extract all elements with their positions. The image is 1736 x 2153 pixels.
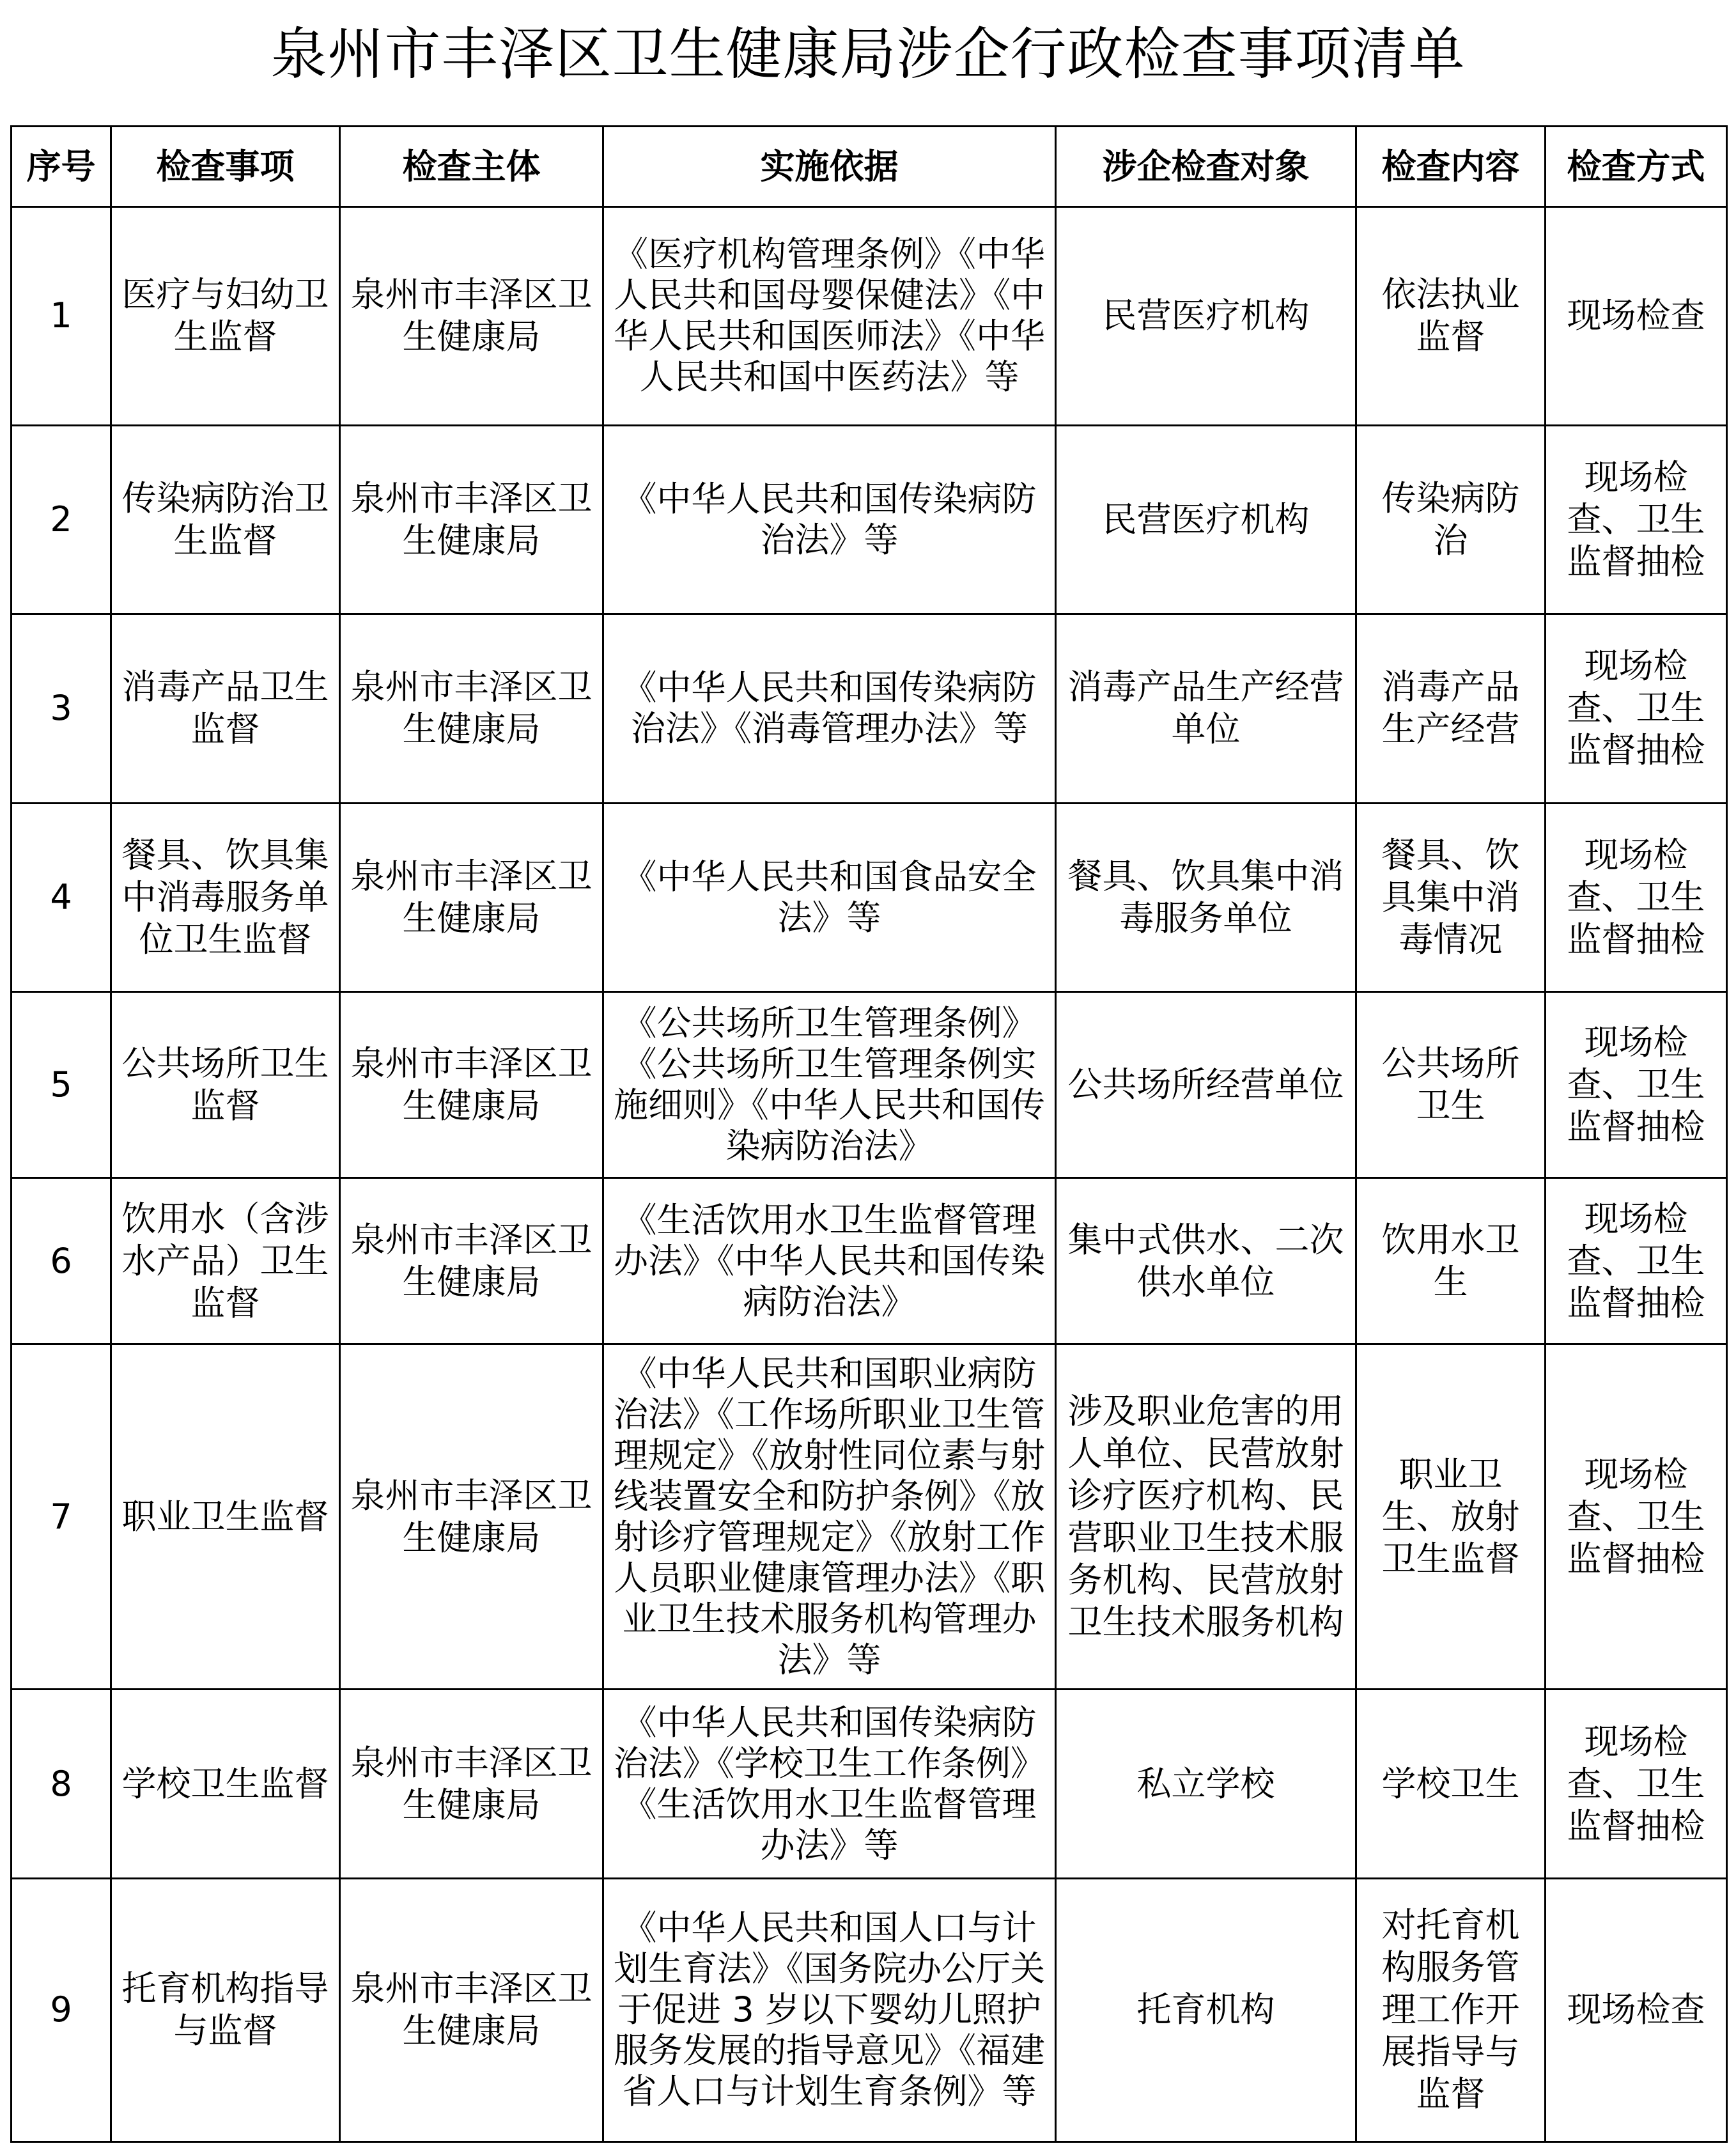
row-method: 现场检查	[1546, 207, 1727, 426]
row-target: 托育机构	[1056, 1878, 1356, 2141]
row-no: 1	[12, 207, 111, 426]
header-item: 检查事项	[111, 127, 340, 207]
header-no: 序号	[12, 127, 111, 207]
row-target: 餐具、饮具集中消毒服务单位	[1056, 803, 1356, 991]
table-header-row	[12, 127, 1727, 207]
table-row	[12, 1344, 1727, 1690]
row-method: 现场检查、卫生监督抽检	[1546, 1690, 1727, 1878]
row-content: 学校卫生	[1356, 1690, 1546, 1878]
row-basis: 《生活饮用水卫生监督管理办法》《中华人民共和国传染病防治法》	[603, 1178, 1056, 1344]
row-method: 现场检查、卫生监督抽检	[1546, 1178, 1727, 1344]
row-no: 4	[12, 803, 111, 991]
row-content: 饮用水卫生	[1356, 1178, 1546, 1344]
row-subject: 泉州市丰泽区卫生健康局	[340, 425, 603, 614]
row-item: 职业卫生监督	[111, 1344, 340, 1690]
table-row	[12, 1690, 1727, 1878]
row-subject: 泉州市丰泽区卫生健康局	[340, 803, 603, 991]
row-item: 传染病防治卫生监督	[111, 425, 340, 614]
row-subject: 泉州市丰泽区卫生健康局	[340, 1178, 603, 1344]
row-target: 公共场所经营单位	[1056, 992, 1356, 1178]
row-method: 现场检查、卫生监督抽检	[1546, 614, 1727, 803]
row-basis: 《中华人民共和国职业病防治法》《工作场所职业卫生管理规定》《放射性同位素与射线装置安全和防护条例》《放射诊疗管理规定》《放射工作人员职业健康管理办法》《职业卫生技术服务机构管理办法》等	[603, 1344, 1056, 1690]
row-subject: 泉州市丰泽区卫生健康局	[340, 1690, 603, 1878]
row-basis: 《中华人民共和国人口与计划生育法》《国务院办公厅关于促进 3 岁以下婴幼儿照护服务发展的指导意见》《福建省人口与计划生育条例》等	[603, 1878, 1056, 2141]
inspection-table	[10, 125, 1728, 2143]
table-row	[12, 1178, 1727, 1344]
row-item: 消毒产品卫生监督	[111, 614, 340, 803]
row-target: 消毒产品生产经营单位	[1056, 614, 1356, 803]
row-target: 民营医疗机构	[1056, 207, 1356, 426]
row-subject: 泉州市丰泽区卫生健康局	[340, 207, 603, 426]
row-content: 对托育机构服务管理工作开展指导与监督	[1356, 1878, 1546, 2141]
header-content: 检查内容	[1356, 127, 1546, 207]
row-content: 餐具、饮具集中消毒情况	[1356, 803, 1546, 991]
header-basis: 实施依据	[603, 127, 1056, 207]
row-basis: 《中华人民共和国传染病防治法》《学校卫生工作条例》《生活饮用水卫生监督管理办法》等	[603, 1690, 1056, 1878]
row-method: 现场检查、卫生监督抽检	[1546, 992, 1727, 1178]
table-row	[12, 1878, 1727, 2141]
row-subject: 泉州市丰泽区卫生健康局	[340, 614, 603, 803]
row-basis: 《中华人民共和国传染病防治法》《消毒管理办法》等	[603, 614, 1056, 803]
row-basis: 《中华人民共和国传染病防治法》等	[603, 425, 1056, 614]
row-content: 传染病防治	[1356, 425, 1546, 614]
row-no: 9	[12, 1878, 111, 2141]
row-target: 涉及职业危害的用人单位、民营放射诊疗医疗机构、民营职业卫生技术服务机构、民营放射卫生技术服务机构	[1056, 1344, 1356, 1690]
table-row	[12, 992, 1727, 1178]
page-title: 泉州市丰泽区卫生健康局涉企行政检查事项清单	[270, 21, 1466, 87]
row-subject: 泉州市丰泽区卫生健康局	[340, 1878, 603, 2141]
row-content: 职业卫生、放射卫生监督	[1356, 1344, 1546, 1690]
row-method: 现场检查、卫生监督抽检	[1546, 425, 1727, 614]
row-target: 集中式供水、二次供水单位	[1056, 1178, 1356, 1344]
row-content: 消毒产品生产经营	[1356, 614, 1546, 803]
row-item: 公共场所卫生监督	[111, 992, 340, 1178]
header-subject: 检查主体	[340, 127, 603, 207]
row-target: 民营医疗机构	[1056, 425, 1356, 614]
row-method: 现场检查	[1546, 1878, 1727, 2141]
row-target: 私立学校	[1056, 1690, 1356, 1878]
header-method: 检查方式	[1546, 127, 1727, 207]
row-item: 饮用水（含涉水产品）卫生监督	[111, 1178, 340, 1344]
row-item: 医疗与妇幼卫生监督	[111, 207, 340, 426]
row-no: 5	[12, 992, 111, 1178]
row-method: 现场检查、卫生监督抽检	[1546, 1344, 1727, 1690]
row-no: 7	[12, 1344, 111, 1690]
row-item: 托育机构指导与监督	[111, 1878, 340, 2141]
row-no: 2	[12, 425, 111, 614]
row-no: 3	[12, 614, 111, 803]
row-method: 现场检查、卫生监督抽检	[1546, 803, 1727, 991]
table-row	[12, 207, 1727, 426]
row-subject: 泉州市丰泽区卫生健康局	[340, 1344, 603, 1690]
row-no: 6	[12, 1178, 111, 1344]
row-basis: 《医疗机构管理条例》《中华人民共和国母婴保健法》《中华人民共和国医师法》《中华人民共和国中医药法》等	[603, 207, 1056, 426]
row-content: 依法执业监督	[1356, 207, 1546, 426]
row-item: 学校卫生监督	[111, 1690, 340, 1878]
table-row	[12, 803, 1727, 991]
row-subject: 泉州市丰泽区卫生健康局	[340, 992, 603, 1178]
table-row	[12, 425, 1727, 614]
row-no: 8	[12, 1690, 111, 1878]
row-basis: 《公共场所卫生管理条例》《公共场所卫生管理条例实施细则》《中华人民共和国传染病防治法》	[603, 992, 1056, 1178]
table-row	[12, 614, 1727, 803]
header-target: 涉企检查对象	[1056, 127, 1356, 207]
row-basis: 《中华人民共和国食品安全法》等	[603, 803, 1056, 991]
row-item: 餐具、饮具集中消毒服务单位卫生监督	[111, 803, 340, 991]
row-content: 公共场所卫生	[1356, 992, 1546, 1178]
